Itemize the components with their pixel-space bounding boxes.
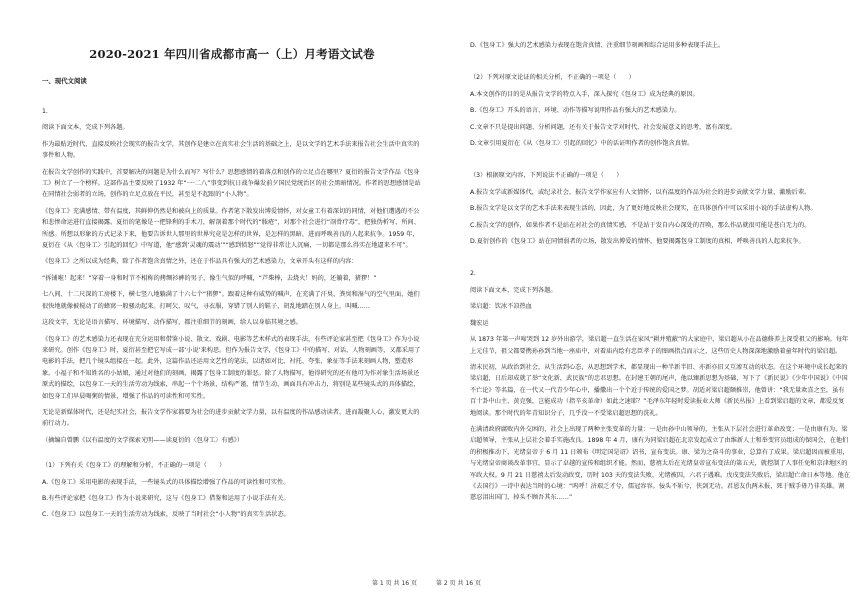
- paragraph: 《包身工》的艺术感染力还表现在充分运用和借鉴小说、散文、戏剧、电影等艺术样式的表现手法，有些评论家甚至把《包身工》作为小说来研究。创作《包身工》时，夏衍甚至把它写成一部‘小说’来构思。但作为报告文学，《包身工》中的描写、对话、人物刻画等，又都采用了电影的手法，把几个镜头组接在一起。此外，这篇作品还运用文艺性的笔法，以诸如对比、衬托、夸张、象征等手法来刻画人物，塑造形象。小福子和不知姓名的小姑娘，通过对他们的刻画，揭露了包身工制度的罪恶。除了人物描写，他得研究的还有他可为作对象生活场景还原式的描绘，以包身工一天的生活劳动为线索，串起一个个场景，结构严谨，情节生动，画面具有冲击力，将别是某些镜头式的具体描绘，如包身工们早晨喝粥的情景，增强了作品的可读性和可实性。: [42, 335, 421, 400]
- paragraph: 在报告文学创作的实践中，首要解决的问题是为什么而写？写什么？思想感情的着落点和创作的立足点在哪里？夏衍的报告文学作品《包身工》树立了一个榜样。这部作品主要反映了1932 年“一·二八”事变到抗日战争爆发前夕国民党统治区的社会黑暗情况。作者的思想感情是站在同情社会弱者的立场，创作的立足点放在平民，甚至是不起眼的“小人物”。: [42, 168, 421, 199]
- paragraph: 无论是新媒体时代，还是纪实社会，报告文学作家都要为社会的进步贡献文学力量，以有温度的作品感动读者，进而凝聚人心，激发更大的前行动力。: [42, 408, 420, 428]
- question-intro: 阅读下面文本，完成下列各题。: [42, 124, 129, 132]
- option: A.《包身工》采用电影的表现手法，一些镜头式的具体描绘增强了作品的可读性和可实性。: [42, 478, 290, 486]
- paragraph: 《包身工》之所以成为经典，除了作者饱含真情之外，还在于作品具有强大的艺术感染力，文章开头有这样的内容：: [42, 258, 358, 266]
- article-title: 梁启超：饮冰不凉热血: [470, 303, 532, 311]
- subquestion: （2）下列对原文论证的相关分析，不正确的一项是（ ）: [470, 74, 635, 82]
- paragraph: 在满清政府腐败内外交困的，社会上出现了两种主张变革的力量：一是由孙中山领导的，主张从下层社会进行革命改变；一是由康有为、梁启超领导，主张从上层社会着手实施改良。1898 年 4 月，康有为同梁启超在北京发起成立了由维新人士和举变官员组成的保国会，在他们的积极推动下，光绪皇帝于 6 月 11 日颁布《明定国是诏》诏书，宣布变法。康、梁为之奋斗的事业，总算有了成果。梁启超因而被重用，与光绪皇帝商谈改革事宜，显示了卓越的宣传和组织才能。然而，慈禧太后在光绪皇帝宣布变法的第五天，就控制了人事任免和京津地区的军政大权。9 月 21 日慈禧太后发动政变，历时 103 天的变法失败，光绪被囚，六君子遇难。戊戌变法失败后，梁启超亡命日本等地。他在《去国行》一诗中表达当时的心境：“呜呼！济艰乏才兮，儒冠容容。佞头不斩兮，侠剑无功。君恩友仇两未报，死于贼手毋乃非英雄。割慈忍泪出国门，掉头不顾吾其东……”: [470, 425, 850, 502]
- option: C.文章不只是提出问题、分析问题，还有关于报告文学对时代、社会发展意义的思考，富有深度。: [470, 123, 737, 131]
- option: C.《包身工》以包身工一天的生活劳动为线索，反映了当时社会“小人物”的真实生活状态。: [42, 511, 290, 519]
- page-title: 2020-2021 年四川省成都市高一（上）月考语文试卷: [89, 47, 375, 61]
- question-number: 2.: [470, 270, 476, 278]
- paragraph: 《包身工》充满感情、带有温度，其鲜伸仍然是和被向上的质量。作者笔下散发出博爱情怀，对女童工有着深切的同情，对他们遭遇的不公和悲惨命运进行直接揭露。夏衍的笔像是一把锋利的手术刀，解剖着那个时代的“脓疮”，对那个社会进行“剖骨疗毒”，把独伪析写、所间、所感。所想以形象的方式记录下来，他要告诉世人那里的世界究竟是怎样的世界，是怎样的黑暗，进而呼唤善良的人起来抗争。1959 年，夏衍在《从〈包身工〉引起的回忆》中写道，他“感到‘灵魂的震动’”“感到愤怒”“觉得非常让人沉痛，一切都是那么得实在地逼来不可”。: [42, 207, 420, 250]
- option: A.报告文学或新媒体代，或纪录社会，报告文学作家应有人文情怀，以有温度的作品为社会的进步贡献文学力量，激励后辈。: [470, 188, 811, 196]
- paragraph: 这段文字，无论是语言描写、环境描写、动作描写，都注重细节的刻画，给人以身临其境之感。: [42, 319, 302, 327]
- paragraph: 从 1873 年第一声啼哭到 12 岁外出游学，梁启超一直生活在家风“耕并殖蔽”的大家庭中，梁启超从小在品德修养上深受祖父的影响。每年上元佳节，祖父都要携孙孙到当地一座庙中，对着庙内绘有忠臣孝子的图画指点而示之，这些历史人物深深地激励着童年时代的梁启超。: [470, 336, 849, 355]
- paragraph: 七八间、十二尺深的工房楼下，横七竖八地躺满了十六七个“猪猡”。跟着这种有威势的喊声，在充满了汗臭、粪臭和湿气的空气里面，她们很快地就像被搅动了的蜂窝一般骚动起来。打呵欠，叹气，寻衣服，穿错了别人的鞋子，胡乱地踏在别人身上，叫喊……: [42, 291, 420, 310]
- paragraph: 清末民初，从政治到社会，从生活到心态，从思想到学术，都显现出一种半新半旧、亦新亦旧又互渗互动的状态。在这个环境中成长起来的梁启超，日后却成就了举“文化新，武民族”的忠君思想。在封建王朝的尾声，他以臻新思想为基础，写下了《新民说》《少年中国说》《中国不亡论》等名篇，在一代又一代青少年心中，播撒出一个个近于传统的爱国之梦。胡适对梁启超颇推崇，他曾讲：“我无量欢喜之至，虽有百十卦中山主，黄克强，岂能成功（指辛亥革命）如此之速耶？”毛泽东年轻时爱读报业大师《新民丛报》上看到梁启超的文章，都爱反复地阅读。那个时代的年青知识分子，几乎没一不受梁启超思想的洗礼。: [470, 363, 848, 417]
- option: C.报告文学的创作，如果作者不是站在对社会的真情实感，不是站于发自内心深处的召唤，那么作品就很可能是苍白无力的。: [470, 221, 811, 229]
- option: D.夏衍创作的《包身工》站在同情弱者的立场，散发出博爱的情怀，他要揭露包身工制度的真相，呼唤善良的人起来抗争。: [470, 238, 805, 246]
- option: B.报告文学是以文学的艺术手法来表现生活的，因此，为了更好地反映社会现实，在具体创作中可以采用小说的手法虚构人物。: [470, 205, 817, 213]
- subquestion: （3）根据原文内容，下列说法不正确的一项是（ ）: [470, 172, 623, 180]
- question-intro: 阅读下面文本，完成下列各题。: [470, 286, 557, 294]
- paragraph: 作为最贴近时代、直接反映社会现实的报告文学，其创作是建立在真实社会生活的基础之上，是以文学的艺术手法来报告社会生活中真实的事件和人物。: [42, 140, 420, 160]
- left-column: [42, 0, 422, 526]
- section-heading: 一、现代文阅读: [42, 77, 87, 85]
- option: B.有些评论家把《包身工》作为小说来研究，这与《包身工》借鉴和运用了小说手法有关。: [42, 494, 290, 502]
- article-author: 魏宏运: [470, 319, 489, 327]
- right-column: [470, 0, 850, 509]
- option: A.本文创作的目的是从报告文学的特点入手，深入探究《包身工》成为经典的原因。: [470, 90, 699, 98]
- paragraph: “拆铺啦！起来！”穿着一身和时节不相称的拷绸衫裤的男子，像生气似的呼喊，“芦柴棒，去烧火！妈的，还躺着，猪猡！”: [42, 274, 377, 282]
- page-number-right: 第 2 页 共 16 页: [436, 580, 481, 587]
- option: D.《包身工》强大的艺术感染力表现在饱含真情、注重细节刻画和综合运用多种表现手法上。: [470, 42, 725, 49]
- page-number-left: 第 1 页 共 16 页: [372, 580, 417, 587]
- question-number: 1.: [42, 108, 48, 115]
- option: D.文章引用夏衍在《从〈包身工〉引起的回忆》中的话证明作者的创作饱含真情。: [470, 140, 694, 148]
- option: B.《包身工》开头的语言、环境、动作等描写说明作品有强大的艺术感染力。: [470, 107, 681, 115]
- subquestion: （1）下列有关《包身工》的理解和分析，不正确的一项是（ ）: [42, 462, 226, 470]
- source-note: （摘编自曾鹏《以有温度的文学探索光明——读夏衍的〈包身工〉有感》）: [42, 436, 244, 444]
